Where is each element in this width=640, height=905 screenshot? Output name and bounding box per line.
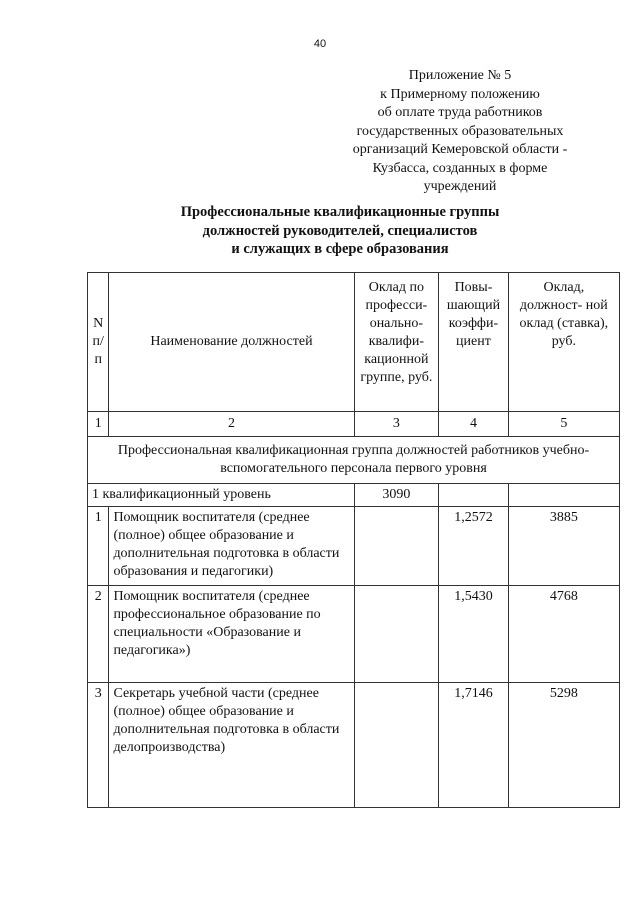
salary-value: 4768: [508, 586, 619, 683]
coefficient-value: 1,5430: [439, 586, 508, 683]
document-title: [160, 203, 520, 259]
table-header-row: [88, 273, 620, 412]
table-row: [88, 683, 620, 808]
qualification-level-row: [88, 484, 620, 507]
empty-cell: [354, 586, 439, 683]
column-number: 5: [508, 412, 619, 437]
appendix-line: организаций Кемеровской области -: [352, 142, 568, 157]
appendix-line: Кузбасса, созданных в форме: [372, 160, 548, 176]
column-number: 2: [109, 412, 354, 437]
level-label: 1 квалификационный уровень: [88, 484, 355, 507]
appendix-line: учреждений: [423, 179, 497, 194]
header-salary: Оклад, должност- ной оклад (ставка), руб.: [508, 273, 619, 412]
salary-value: 5298: [508, 683, 619, 808]
group-title-row: [88, 437, 620, 484]
row-number: 2: [88, 586, 109, 683]
empty-cell: [439, 484, 508, 507]
coefficient-value: 1,7146: [439, 683, 508, 808]
salary-value: 3885: [508, 507, 619, 586]
header-name: Наименование должностей: [109, 273, 354, 412]
appendix-line: к Примерному положению: [380, 86, 540, 102]
header-num: N п/п: [88, 273, 109, 412]
empty-cell: [508, 484, 619, 507]
empty-cell: [354, 507, 439, 586]
position-name: Помощник воспитателя (среднее (полное) общее образование и дополнительная подготовка в области образования и педагогики): [109, 507, 354, 586]
position-name: Помощник воспитателя (среднее профессиональное образование по специальности «Образование и педагогика»): [109, 586, 354, 683]
appendix-line: государственных образовательных: [356, 123, 564, 139]
position-name: Секретарь учебной части (среднее (полное) общее образование и дополнительная подготовка в области делопроизводства): [109, 683, 354, 808]
column-number: 4: [439, 412, 508, 437]
coefficient-value: 1,2572: [439, 507, 508, 586]
appendix-line: об оплате труда работников: [377, 105, 543, 120]
title-line: должностей руководителей, специалистов: [202, 222, 478, 239]
table-row: [88, 586, 620, 683]
table-row: [88, 507, 620, 586]
salary-table: [87, 272, 620, 808]
group-title: Профессиональная квалификационная группа должностей работников учебно-вспомогательного персонала первого уровня: [88, 437, 620, 484]
title-line: и служащих в сфере образования: [231, 241, 449, 257]
page-number: 40: [313, 38, 327, 50]
column-number: 1: [88, 412, 109, 437]
title-line: Профессиональные квалификационные группы: [180, 204, 500, 220]
row-number: 1: [88, 507, 109, 586]
header-salary-group: Оклад по професси- онально- квалифи- кационной группе, руб.: [354, 273, 439, 412]
column-numbers-row: [88, 412, 620, 437]
appendix-header: [340, 67, 580, 197]
appendix-line: Приложение № 5: [408, 68, 512, 83]
column-number: 3: [354, 412, 439, 437]
level-base-salary: 3090: [354, 484, 439, 507]
header-coefficient: Повы- шающий коэффи- циент: [439, 273, 508, 412]
empty-cell: [354, 683, 439, 808]
row-number: 3: [88, 683, 109, 808]
